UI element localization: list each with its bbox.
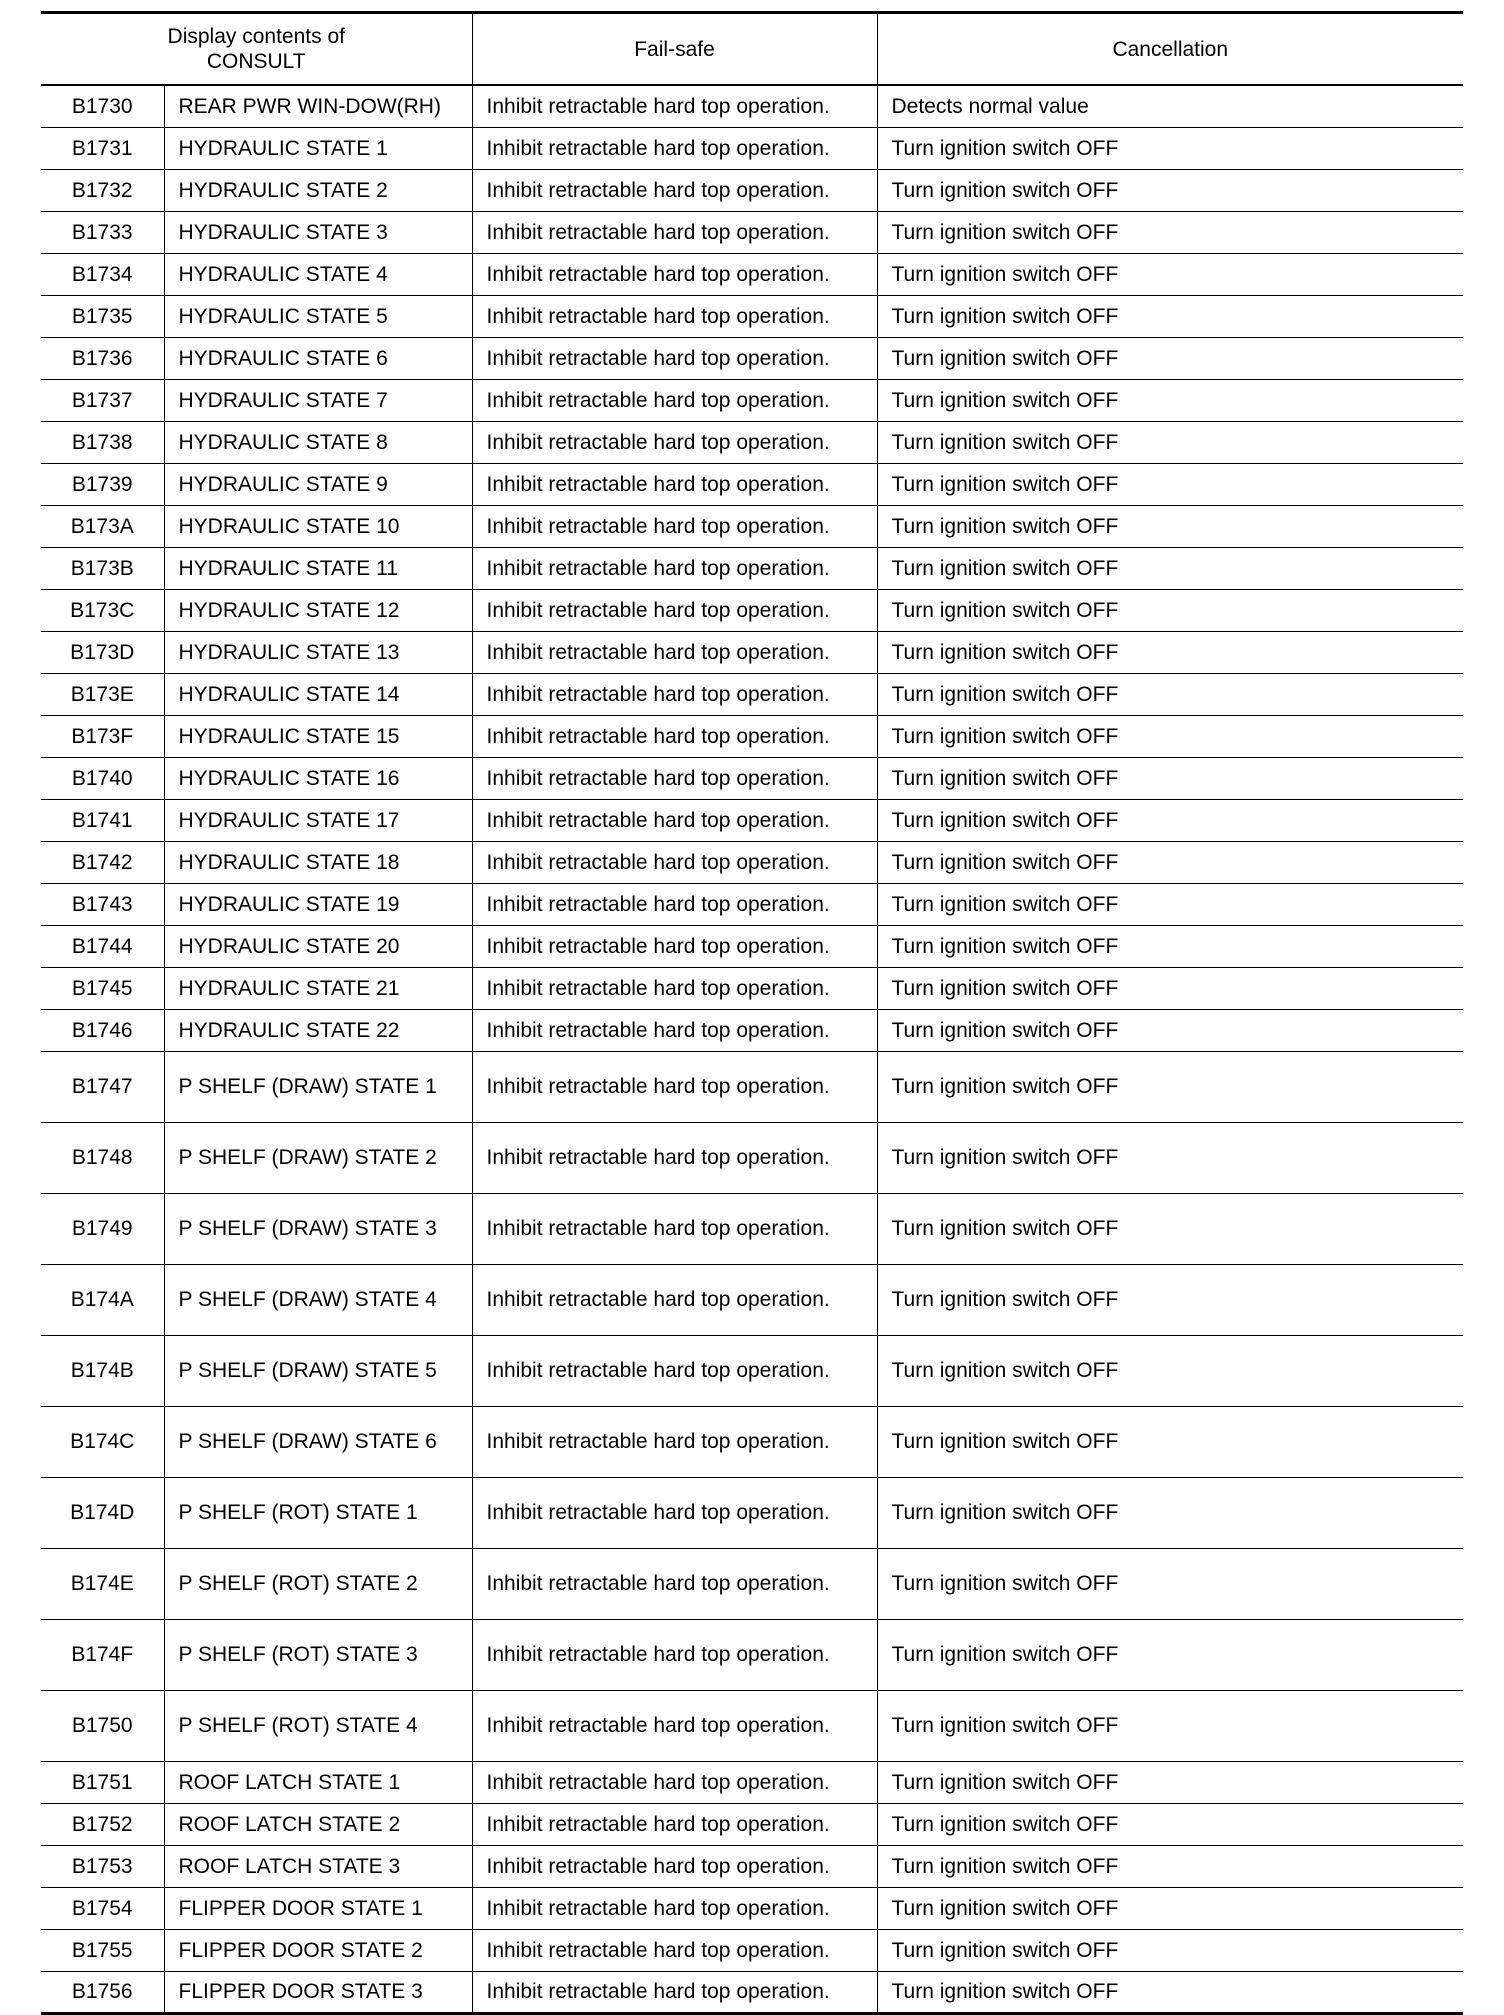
dtc-display-name-cell: P SHELF (DRAW) STATE 2 — [164, 1122, 472, 1193]
dtc-display-name-cell: P SHELF (DRAW) STATE 3 — [164, 1193, 472, 1264]
dtc-code-cell: B1731 — [41, 127, 164, 169]
fail-safe-cell: Inhibit retractable hard top operation. — [472, 421, 877, 463]
table-body — [41, 85, 1463, 2013]
fail-safe-cell: Inhibit retractable hard top operation. — [472, 1845, 877, 1887]
dtc-code-cell: B1753 — [41, 1845, 164, 1887]
fail-safe-cell: Inhibit retractable hard top operation. — [472, 463, 877, 505]
dtc-display-name-cell: P SHELF (DRAW) STATE 4 — [164, 1264, 472, 1335]
table-row — [41, 1335, 1463, 1406]
column-header-display-line1: Display contents of — [167, 25, 345, 48]
table-row — [41, 883, 1463, 925]
dtc-code-cell: B1754 — [41, 1887, 164, 1929]
cancellation-cell: Turn ignition switch OFF — [877, 1929, 1463, 1971]
fail-safe-cell: Inhibit retractable hard top operation. — [472, 379, 877, 421]
table-row — [41, 925, 1463, 967]
fail-safe-cell: Inhibit retractable hard top operation. — [472, 967, 877, 1009]
fail-safe-cell: Inhibit retractable hard top operation. — [472, 1477, 877, 1548]
table-row — [41, 127, 1463, 169]
dtc-code-cell: B174A — [41, 1264, 164, 1335]
dtc-display-name-cell: HYDRAULIC STATE 13 — [164, 631, 472, 673]
cancellation-cell: Turn ignition switch OFF — [877, 337, 1463, 379]
dtc-display-name-cell: HYDRAULIC STATE 5 — [164, 295, 472, 337]
table-row — [41, 1548, 1463, 1619]
dtc-code-cell: B174D — [41, 1477, 164, 1548]
dtc-display-name-cell: HYDRAULIC STATE 1 — [164, 127, 472, 169]
table-row — [41, 967, 1463, 1009]
dtc-display-name-cell: P SHELF (ROT) STATE 4 — [164, 1690, 472, 1761]
table-row — [41, 1193, 1463, 1264]
cancellation-cell: Turn ignition switch OFF — [877, 211, 1463, 253]
dtc-display-name-cell: P SHELF (DRAW) STATE 6 — [164, 1406, 472, 1477]
dtc-display-name-cell: HYDRAULIC STATE 10 — [164, 505, 472, 547]
dtc-display-name-cell: HYDRAULIC STATE 8 — [164, 421, 472, 463]
cancellation-cell: Turn ignition switch OFF — [877, 589, 1463, 631]
cancellation-cell: Turn ignition switch OFF — [877, 547, 1463, 589]
dtc-display-name-cell: FLIPPER DOOR STATE 1 — [164, 1887, 472, 1929]
cancellation-cell: Turn ignition switch OFF — [877, 1761, 1463, 1803]
cancellation-cell: Turn ignition switch OFF — [877, 1335, 1463, 1406]
table-header-row — [41, 13, 1463, 86]
fail-safe-cell: Inhibit retractable hard top operation. — [472, 1929, 877, 1971]
fail-safe-cell: Inhibit retractable hard top operation. — [472, 1619, 877, 1690]
table-row — [41, 1971, 1463, 2013]
dtc-code-cell: B1734 — [41, 253, 164, 295]
dtc-display-name-cell: HYDRAULIC STATE 14 — [164, 673, 472, 715]
table-row — [41, 1619, 1463, 1690]
fail-safe-cell: Inhibit retractable hard top operation. — [472, 1193, 877, 1264]
dtc-code-cell: B1749 — [41, 1193, 164, 1264]
table-row — [41, 1406, 1463, 1477]
fail-safe-cell: Inhibit retractable hard top operation. — [472, 1335, 877, 1406]
dtc-code-cell: B1744 — [41, 925, 164, 967]
table-row — [41, 1009, 1463, 1051]
dtc-code-cell: B1748 — [41, 1122, 164, 1193]
table-row — [41, 631, 1463, 673]
cancellation-cell: Turn ignition switch OFF — [877, 127, 1463, 169]
dtc-code-cell: B1746 — [41, 1009, 164, 1051]
cancellation-cell: Turn ignition switch OFF — [877, 1406, 1463, 1477]
dtc-code-cell: B1751 — [41, 1761, 164, 1803]
table-row — [41, 1803, 1463, 1845]
dtc-code-cell: B173F — [41, 715, 164, 757]
dtc-display-name-cell: HYDRAULIC STATE 6 — [164, 337, 472, 379]
table-row — [41, 1264, 1463, 1335]
fail-safe-cell: Inhibit retractable hard top operation. — [472, 85, 877, 127]
column-header-fail-safe: Fail-safe — [472, 13, 877, 86]
fail-safe-cell: Inhibit retractable hard top operation. — [472, 127, 877, 169]
table-row — [41, 337, 1463, 379]
fail-safe-cell: Inhibit retractable hard top operation. — [472, 1406, 877, 1477]
table-row — [41, 799, 1463, 841]
dtc-code-cell: B1735 — [41, 295, 164, 337]
dtc-display-name-cell: HYDRAULIC STATE 22 — [164, 1009, 472, 1051]
table-row — [41, 673, 1463, 715]
table-row — [41, 211, 1463, 253]
table-row — [41, 295, 1463, 337]
table-row — [41, 589, 1463, 631]
fail-safe-table-container — [41, 11, 1463, 2015]
dtc-code-cell: B1737 — [41, 379, 164, 421]
dtc-display-name-cell: HYDRAULIC STATE 20 — [164, 925, 472, 967]
dtc-code-cell: B174F — [41, 1619, 164, 1690]
fail-safe-cell: Inhibit retractable hard top operation. — [472, 253, 877, 295]
dtc-display-name-cell: HYDRAULIC STATE 16 — [164, 757, 472, 799]
dtc-code-cell: B1739 — [41, 463, 164, 505]
fail-safe-cell: Inhibit retractable hard top operation. — [472, 295, 877, 337]
cancellation-cell: Turn ignition switch OFF — [877, 169, 1463, 211]
fail-safe-cell: Inhibit retractable hard top operation. — [472, 1051, 877, 1122]
cancellation-cell: Turn ignition switch OFF — [877, 757, 1463, 799]
fail-safe-cell: Inhibit retractable hard top operation. — [472, 211, 877, 253]
table-row — [41, 1845, 1463, 1887]
table-row — [41, 1690, 1463, 1761]
dtc-code-cell: B1738 — [41, 421, 164, 463]
cancellation-cell: Turn ignition switch OFF — [877, 967, 1463, 1009]
dtc-code-cell: B174E — [41, 1548, 164, 1619]
dtc-code-cell: B1750 — [41, 1690, 164, 1761]
dtc-display-name-cell: P SHELF (ROT) STATE 2 — [164, 1548, 472, 1619]
dtc-code-cell: B1730 — [41, 85, 164, 127]
dtc-display-name-cell: P SHELF (DRAW) STATE 1 — [164, 1051, 472, 1122]
table-row — [41, 841, 1463, 883]
dtc-code-cell: B173B — [41, 547, 164, 589]
dtc-code-cell: B1745 — [41, 967, 164, 1009]
cancellation-cell: Turn ignition switch OFF — [877, 1971, 1463, 2013]
cancellation-cell: Turn ignition switch OFF — [877, 841, 1463, 883]
cancellation-cell: Detects normal value — [877, 85, 1463, 127]
dtc-display-name-cell: HYDRAULIC STATE 21 — [164, 967, 472, 1009]
dtc-code-cell: B1733 — [41, 211, 164, 253]
table-row — [41, 421, 1463, 463]
cancellation-cell: Turn ignition switch OFF — [877, 1690, 1463, 1761]
fail-safe-cell: Inhibit retractable hard top operation. — [472, 1690, 877, 1761]
dtc-display-name-cell: REAR PWR WIN-DOW(RH) — [164, 85, 472, 127]
dtc-display-name-cell: HYDRAULIC STATE 17 — [164, 799, 472, 841]
cancellation-cell: Turn ignition switch OFF — [877, 463, 1463, 505]
dtc-code-cell: B1747 — [41, 1051, 164, 1122]
fail-safe-cell: Inhibit retractable hard top operation. — [472, 799, 877, 841]
fail-safe-cell: Inhibit retractable hard top operation. — [472, 1009, 877, 1051]
dtc-code-cell: B1741 — [41, 799, 164, 841]
cancellation-cell: Turn ignition switch OFF — [877, 379, 1463, 421]
dtc-code-cell: B1755 — [41, 1929, 164, 1971]
dtc-display-name-cell: P SHELF (ROT) STATE 3 — [164, 1619, 472, 1690]
fail-safe-cell: Inhibit retractable hard top operation. — [472, 841, 877, 883]
fail-safe-cell: Inhibit retractable hard top operation. — [472, 169, 877, 211]
dtc-code-cell: B1756 — [41, 1971, 164, 2013]
dtc-display-name-cell: HYDRAULIC STATE 18 — [164, 841, 472, 883]
dtc-code-cell: B1736 — [41, 337, 164, 379]
table-row — [41, 169, 1463, 211]
cancellation-cell: Turn ignition switch OFF — [877, 1887, 1463, 1929]
cancellation-cell: Turn ignition switch OFF — [877, 925, 1463, 967]
dtc-code-cell: B173C — [41, 589, 164, 631]
dtc-display-name-cell: HYDRAULIC STATE 9 — [164, 463, 472, 505]
table-row — [41, 547, 1463, 589]
fail-safe-cell: Inhibit retractable hard top operation. — [472, 757, 877, 799]
dtc-code-cell: B1740 — [41, 757, 164, 799]
fail-safe-cell: Inhibit retractable hard top operation. — [472, 337, 877, 379]
fail-safe-cell: Inhibit retractable hard top operation. — [472, 505, 877, 547]
cancellation-cell: Turn ignition switch OFF — [877, 1803, 1463, 1845]
column-header-cancellation: Cancellation — [877, 13, 1463, 86]
cancellation-cell: Turn ignition switch OFF — [877, 253, 1463, 295]
cancellation-cell: Turn ignition switch OFF — [877, 1477, 1463, 1548]
cancellation-cell: Turn ignition switch OFF — [877, 295, 1463, 337]
fail-safe-cell: Inhibit retractable hard top operation. — [472, 1264, 877, 1335]
fail-safe-cell: Inhibit retractable hard top operation. — [472, 547, 877, 589]
dtc-display-name-cell: HYDRAULIC STATE 3 — [164, 211, 472, 253]
dtc-display-name-cell: ROOF LATCH STATE 3 — [164, 1845, 472, 1887]
cancellation-cell: Turn ignition switch OFF — [877, 421, 1463, 463]
table-row — [41, 1761, 1463, 1803]
table-row — [41, 1051, 1463, 1122]
table-row — [41, 463, 1463, 505]
dtc-display-name-cell: ROOF LATCH STATE 1 — [164, 1761, 472, 1803]
dtc-code-cell: B174B — [41, 1335, 164, 1406]
dtc-display-name-cell: HYDRAULIC STATE 19 — [164, 883, 472, 925]
fail-safe-cell: Inhibit retractable hard top operation. — [472, 883, 877, 925]
dtc-code-cell: B173E — [41, 673, 164, 715]
fail-safe-cell: Inhibit retractable hard top operation. — [472, 1887, 877, 1929]
dtc-code-cell: B1732 — [41, 169, 164, 211]
fail-safe-table — [41, 11, 1463, 2015]
fail-safe-cell: Inhibit retractable hard top operation. — [472, 1548, 877, 1619]
table-row — [41, 715, 1463, 757]
column-header-display-contents — [41, 13, 472, 86]
dtc-code-cell: B1742 — [41, 841, 164, 883]
table-row — [41, 1122, 1463, 1193]
dtc-display-name-cell: HYDRAULIC STATE 2 — [164, 169, 472, 211]
cancellation-cell: Turn ignition switch OFF — [877, 715, 1463, 757]
dtc-display-name-cell: HYDRAULIC STATE 15 — [164, 715, 472, 757]
fail-safe-cell: Inhibit retractable hard top operation. — [472, 631, 877, 673]
table-row — [41, 505, 1463, 547]
table-row — [41, 757, 1463, 799]
dtc-code-cell: B173A — [41, 505, 164, 547]
dtc-display-name-cell: HYDRAULIC STATE 4 — [164, 253, 472, 295]
fail-safe-cell: Inhibit retractable hard top operation. — [472, 589, 877, 631]
cancellation-cell: Turn ignition switch OFF — [877, 1619, 1463, 1690]
cancellation-cell: Turn ignition switch OFF — [877, 673, 1463, 715]
cancellation-cell: Turn ignition switch OFF — [877, 799, 1463, 841]
dtc-display-name-cell: FLIPPER DOOR STATE 2 — [164, 1929, 472, 1971]
dtc-code-cell: B1743 — [41, 883, 164, 925]
dtc-display-name-cell: HYDRAULIC STATE 12 — [164, 589, 472, 631]
cancellation-cell: Turn ignition switch OFF — [877, 631, 1463, 673]
table-row — [41, 1887, 1463, 1929]
dtc-code-cell: B1752 — [41, 1803, 164, 1845]
cancellation-cell: Turn ignition switch OFF — [877, 1264, 1463, 1335]
fail-safe-cell: Inhibit retractable hard top operation. — [472, 1122, 877, 1193]
dtc-display-name-cell: P SHELF (ROT) STATE 1 — [164, 1477, 472, 1548]
fail-safe-cell: Inhibit retractable hard top operation. — [472, 1803, 877, 1845]
cancellation-cell: Turn ignition switch OFF — [877, 1009, 1463, 1051]
table-row — [41, 85, 1463, 127]
dtc-display-name-cell: HYDRAULIC STATE 7 — [164, 379, 472, 421]
dtc-display-name-cell: FLIPPER DOOR STATE 3 — [164, 1971, 472, 2013]
cancellation-cell: Turn ignition switch OFF — [877, 1548, 1463, 1619]
cancellation-cell: Turn ignition switch OFF — [877, 1193, 1463, 1264]
column-header-display-line2: CONSULT — [206, 50, 306, 73]
cancellation-cell: Turn ignition switch OFF — [877, 505, 1463, 547]
fail-safe-cell: Inhibit retractable hard top operation. — [472, 1761, 877, 1803]
fail-safe-cell: Inhibit retractable hard top operation. — [472, 925, 877, 967]
table-row — [41, 1477, 1463, 1548]
dtc-code-cell: B174C — [41, 1406, 164, 1477]
cancellation-cell: Turn ignition switch OFF — [877, 1122, 1463, 1193]
cancellation-cell: Turn ignition switch OFF — [877, 1051, 1463, 1122]
fail-safe-cell: Inhibit retractable hard top operation. — [472, 673, 877, 715]
dtc-display-name-cell: ROOF LATCH STATE 2 — [164, 1803, 472, 1845]
table-row — [41, 1929, 1463, 1971]
table-row — [41, 253, 1463, 295]
dtc-display-name-cell: P SHELF (DRAW) STATE 5 — [164, 1335, 472, 1406]
dtc-code-cell: B173D — [41, 631, 164, 673]
fail-safe-cell: Inhibit retractable hard top operation. — [472, 715, 877, 757]
table-row — [41, 379, 1463, 421]
dtc-display-name-cell: HYDRAULIC STATE 11 — [164, 547, 472, 589]
cancellation-cell: Turn ignition switch OFF — [877, 883, 1463, 925]
fail-safe-cell: Inhibit retractable hard top operation. — [472, 1971, 877, 2013]
cancellation-cell: Turn ignition switch OFF — [877, 1845, 1463, 1887]
